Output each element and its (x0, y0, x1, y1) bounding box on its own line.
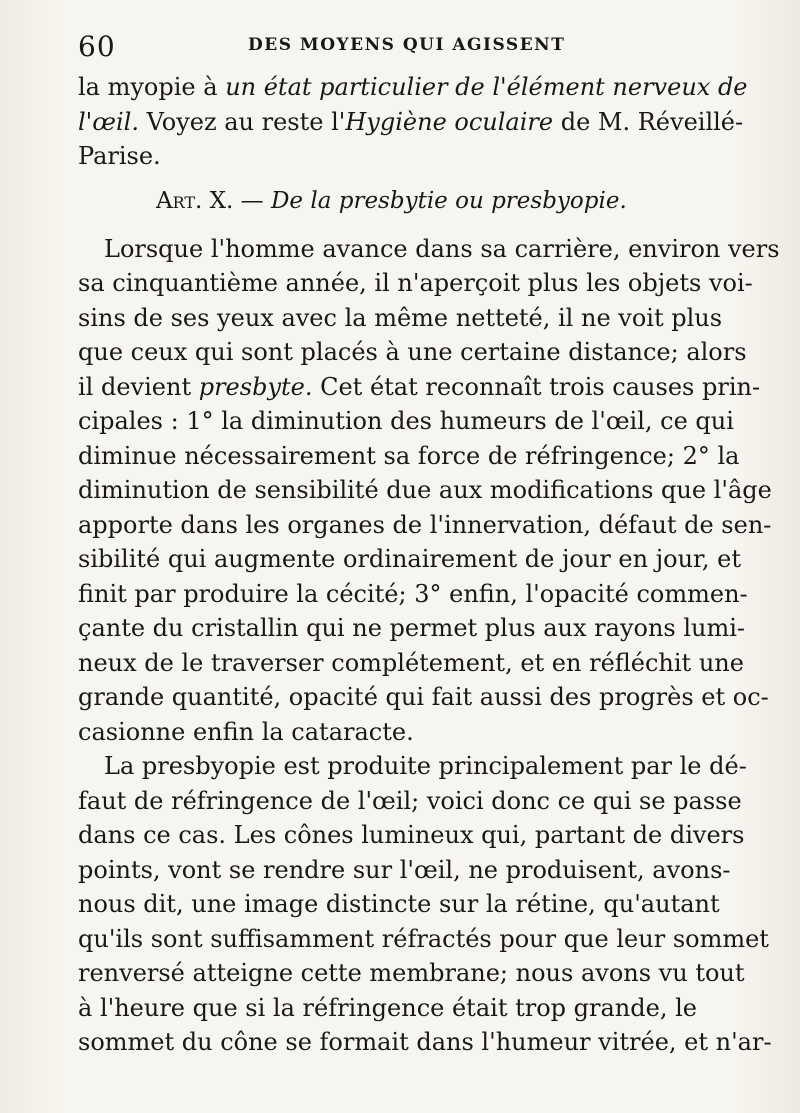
text-line: La presbyopie est produite principalement par le dé- (104, 752, 747, 780)
text-line: Lorsque l'homme avance dans sa carrière, environ vers (104, 234, 780, 263)
running-head: DES MOYENS QUI AGISSENT (248, 35, 566, 55)
article-heading (78, 184, 686, 232)
text-line: renversé atteigne cette membrane; nous avons vu tout (78, 959, 745, 987)
italic-fragment: presbyte. (198, 372, 313, 401)
text-line: casionne enfin la cataracte. (78, 717, 414, 746)
text-line: à l'heure que si la réfringence était trop grande, le (78, 993, 697, 1022)
text-line: apporte dans les organes de l'innervation, défaut de sen- (78, 510, 772, 539)
text-line: nous dit, une image distincte sur la rétine, qu'autant (78, 890, 720, 918)
text-fragment: la myopie à (78, 73, 226, 101)
text-line (78, 370, 761, 405)
text-fragment: de M. Réveillé- (553, 107, 744, 136)
text-line: çante du cristallin qui ne permet plus aux rayons lumi- (78, 614, 746, 642)
text-line: sibilité qui augmente ordinairement de jour en jour, et (78, 545, 741, 573)
page-header (78, 30, 688, 63)
article-title: De la presbytie ou presbyopie. (270, 187, 627, 214)
body-text (78, 70, 780, 1060)
text-line: sins de ses yeux avec la même netteté, il ne voit plus (78, 303, 723, 332)
page-number: 60 (78, 30, 116, 63)
text-line: grande quantité, opacité qui fait aussi des progrès et oc- (78, 683, 769, 711)
text-line: faut de réfringence de l'œil; voici donc ce qui se passe (78, 786, 742, 815)
text-line: diminution de sensibilité due aux modifications que l'âge (78, 476, 772, 504)
heading-dash: — (233, 187, 271, 214)
text-line: neux de le traverser complétement, et en réfléchit une (78, 648, 744, 677)
text-line: points, vont se rendre sur l'œil, ne produisent, avons- (78, 855, 731, 884)
text-fragment: il devient (78, 372, 199, 401)
italic-fragment: l'œil. (78, 107, 139, 136)
text-line (78, 105, 744, 140)
text-line: sommet du cône se formait dans l'humeur vitrée, et n'ar- (78, 1028, 772, 1056)
italic-title: Hygiène oculaire (345, 107, 554, 136)
text-line: qu'ils sont suffisamment réfractés pour que leur sommet (78, 924, 769, 953)
text-line: sa cinquantième année, il n'aperçoit plus les objets voi- (78, 269, 753, 297)
italic-fragment: un état particulier de l'élément nerveux de (225, 73, 748, 101)
article-number: Art. X. (156, 187, 234, 214)
text-line: que ceux qui sont placés à une certaine distance; alors (78, 338, 747, 366)
text-line: cipales : 1° la diminution des humeurs de l'œil, ce qui (78, 407, 734, 435)
text-line: dans ce cas. Les cônes lumineux qui, partant de divers (78, 821, 745, 849)
text-line: diminue nécessairement sa force de réfringence; 2° la (78, 441, 740, 470)
text-line: Parise. (78, 142, 161, 170)
text-line (78, 70, 748, 105)
text-line: finit par produire la cécité; 3° enfin, l'opacité commen- (78, 579, 748, 608)
text-fragment: Cet état reconnaît trois causes prin- (312, 372, 761, 401)
spacer (78, 174, 686, 184)
text-fragment: Voyez au reste l' (138, 107, 346, 136)
